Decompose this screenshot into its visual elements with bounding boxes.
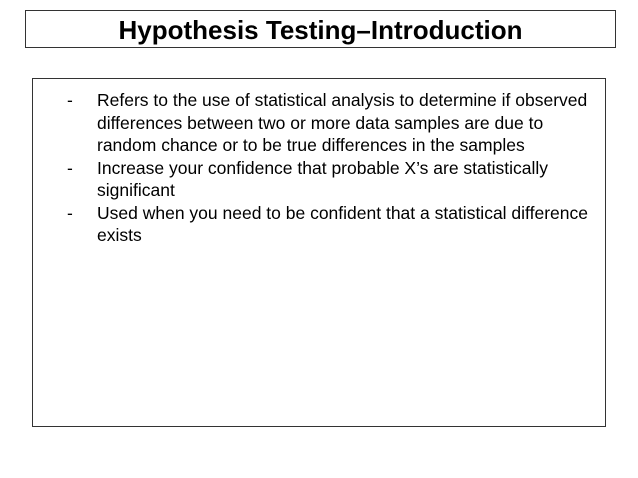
bullet-item xyxy=(33,202,605,247)
bullet-dash: - xyxy=(67,90,73,110)
bullet-item xyxy=(33,89,605,157)
bullet-list xyxy=(33,89,605,247)
slide-title-box xyxy=(25,10,616,48)
bullet-item xyxy=(33,157,605,202)
bullet-text: Increase your confidence that probable X’s are statistically significant xyxy=(97,157,549,200)
slide-title: Hypothesis Testing–Introduction xyxy=(118,15,523,45)
bullet-text: Used when you need to be confident that a statistical difference exists xyxy=(97,202,588,245)
bullet-dash: - xyxy=(67,157,73,178)
bullet-text: Refers to the use of statistical analysis to determine if observed differences between two or more data samples are due to random chance or to be true differences in the samples xyxy=(97,90,588,155)
bullet-dash: - xyxy=(67,202,73,223)
slide-content-box xyxy=(32,78,606,427)
